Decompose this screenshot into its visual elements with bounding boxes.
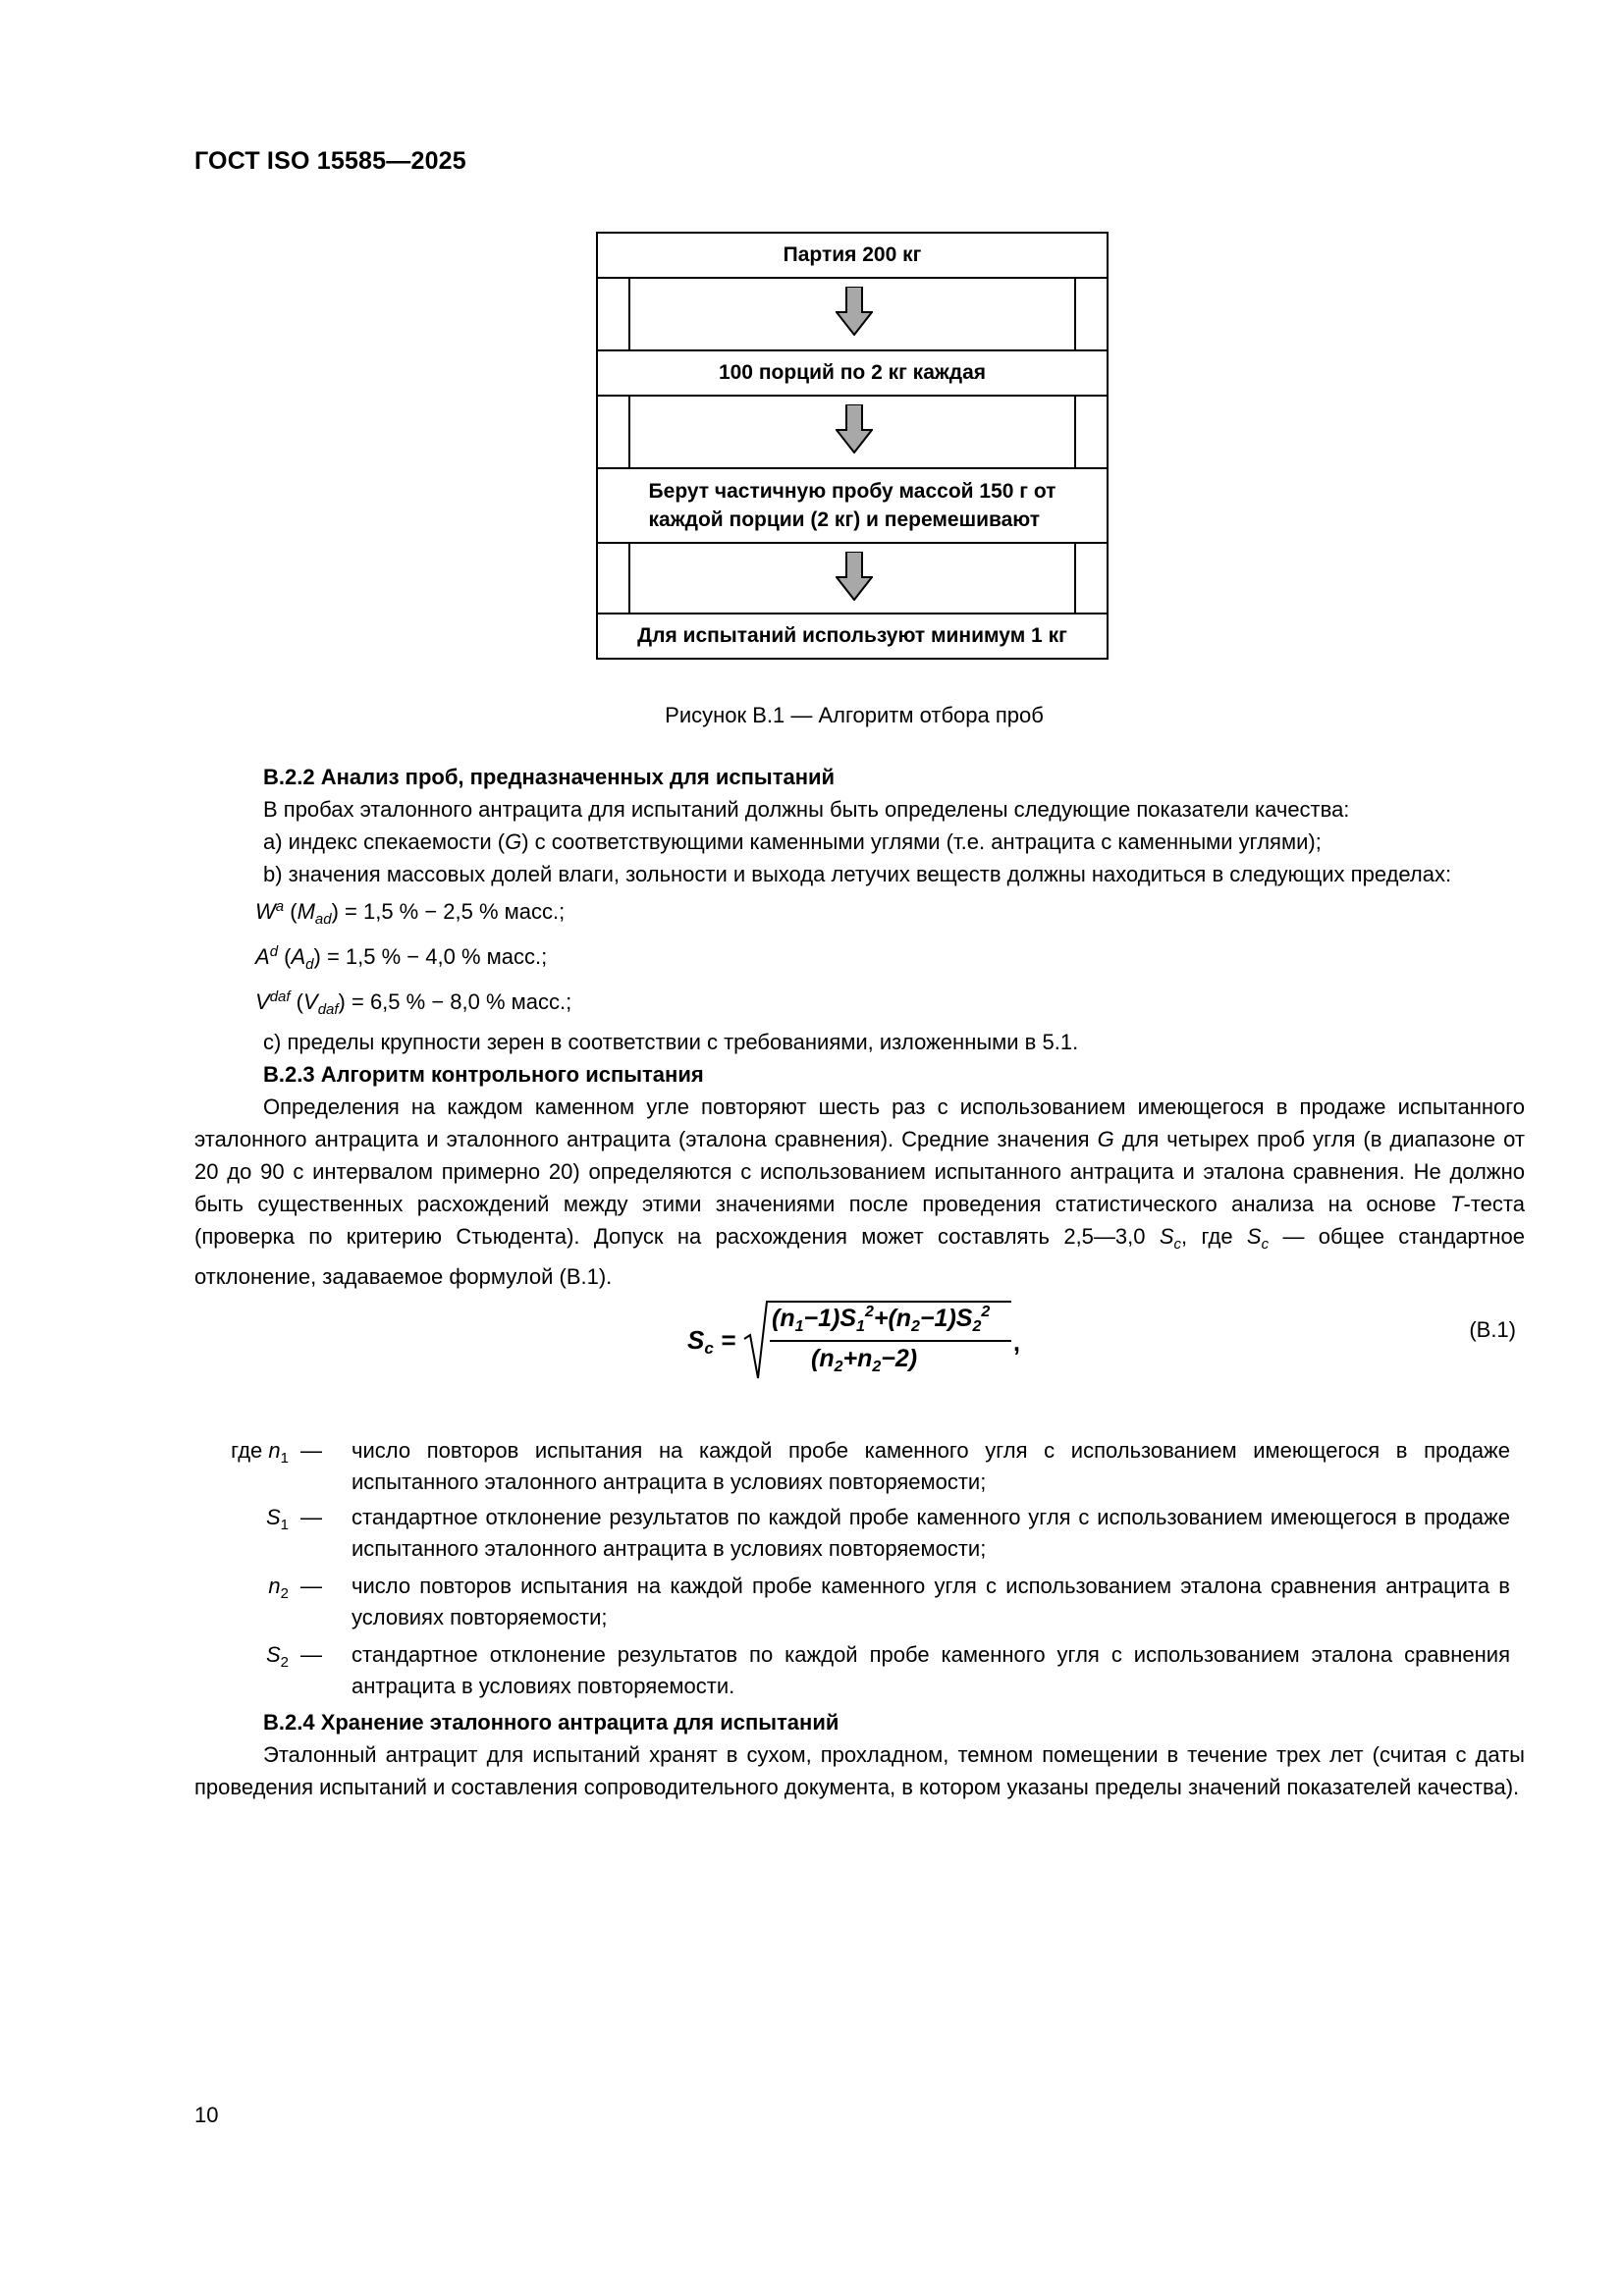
flowchart-step-3-line-2: каждой порции (2 кг) и перемешивают [648,508,1040,531]
list-item-b: b) значения массовых долей влаги, зольности и выхода летучих веществ должны находиться в следующих пределах: [263,862,1452,886]
formula-line-volatile: $V^{daf}$ $(V_{daf}) = 6,5$ % − 8,0 % масс.; [255,988,572,1018]
section-b24 [194,1706,1525,1803]
where-description: число повторов испытания на каждой пробе каменного угля с использованием эталона сравнения антрацита в условиях повторяемости; [352,1574,1510,1629]
where-description: число повторов испытания на каждой пробе каменного угля с использованием имеющегося в продаже испытанного эталонного антрацита в условиях повторяемости; [352,1438,1510,1494]
down-arrow-icon [836,404,873,454]
formula-line-moisture: $W^a$ $(M_{ad}) = 1,5$ % − 2,5 % масс.; [255,898,566,928]
paragraph: Определения на каждом каменном угле повторяют шесть раз с использованием имеющегося в продаже испытанного эталонного антрацита и эталонного антрацита (эталона сравнения). Средние значения G для четырех проб угля (в диапазоне от 20 до 90 с интервалом примерно 20) определяются с использованием испытанного антрацита и эталона сравнения. Не должно быть существенных расхождений между этими значениями после проведения статистического анализа на основе T-теста (проверка по критерию Стьюдента). Допуск на расхождения может составлять 2,5—3,0 $S_c$, где $S_c$ — общее стандартное отклонение, задаваемое формулой (В.1). [194,1095,1525,1289]
page-number: 10 [194,2103,219,2127]
list-item-a: a) индекс спекаемости (G) с соответствующими каменными углями (т.е. антрацита с каменными углями); [263,829,1322,854]
where-row-n2: $n_2$ — число повторов испытания на каждой пробе каменного угля с использованием эталона сравнения антрацита в условиях повторяемости; [194,1571,1510,1633]
flowchart-step-4 [596,613,1109,660]
section-heading: В.2.2 Анализ проб, предназначенных для испытаний [263,765,836,789]
section-b22 [194,761,1525,1293]
where-symbol: $S_1$ [265,1505,289,1533]
where-description: стандартное отклонение результатов по каждой пробе каменного угля с использованием имеющегося в продаже испытанного эталонного антрацита в условиях повторяемости; [352,1505,1510,1561]
formula-line-ash: $A^d$ $(A_d) = 1,5$ % − 4,0 % масс.; [255,943,548,973]
flowchart-step-1 [596,232,1109,279]
section-heading: В.2.4 Хранение эталонного антрацита для испытаний [263,1710,839,1735]
where-row-s2: $S_2$ — стандартное отклонение результатов по каждой пробе каменного угля с использованием эталона сравнения антрацита в условиях повторяемости. [194,1639,1510,1702]
flowchart-connector-1 [596,277,1109,349]
down-arrow-icon [836,287,873,336]
paragraph: В пробах эталонного антрацита для испытаний должны быть определены следующие показатели качества: [263,797,1350,822]
where-symbol: где $n_1$ [231,1438,289,1467]
where-symbol: $S_2$ [265,1642,289,1671]
where-row-n1: где $n_1$ — число повторов испытания на каждой пробе каменного угля с использованием имеющегося в продаже испытанного эталонного антрацита в условиях повторяемости; [194,1435,1510,1498]
where-symbol: $n_2$ [268,1574,289,1602]
flowchart-step-1-label: Партия 200 кг [783,243,922,266]
paragraph: Эталонный антрацит для испытаний хранят в сухом, прохладном, темном помещении в течение трех лет (считая с даты проведения испытаний и составления сопроводительного документа, в котором указаны пределы значений показателей качества). [194,1742,1525,1799]
flowchart-step-3 [596,467,1109,544]
flowchart-connector-2 [596,395,1109,467]
list-item-c: c) пределы крупности зерен в соответствии с требованиями, изложенными в 5.1. [263,1030,1079,1054]
flowchart-step-2-label: 100 порций по 2 кг каждая [718,361,987,384]
flowchart-step-2 [596,349,1109,397]
formula-comma: , [1013,1329,1020,1357]
where-description: стандартное отклонение результатов по каждой пробе каменного угля с использованием эталона сравнения антрацита в условиях повторяемости. [352,1642,1510,1698]
section-heading: В.2.3 Алгоритм контрольного испытания [263,1062,704,1087]
down-arrow-icon [836,552,873,601]
where-row-s1: $S_1$ — стандартное отклонение результатов по каждой пробе каменного угля с использованием имеющегося в продаже испытанного эталонного антрацита в условиях повторяемости; [194,1502,1510,1565]
flowchart-step-4-label: Для испытаний используют минимум 1 кг [637,624,1067,647]
formula-b1 [687,1284,1021,1387]
formula-lhs: $S_c$ = [687,1325,736,1358]
sampling-flowchart [596,232,1109,659]
formula-number: (В.1) [1469,1317,1516,1342]
flowchart-connector-3 [596,542,1109,613]
figure-caption: Рисунок В.1 — Алгоритм отбора проб [665,703,1044,727]
formula-denominator: $(n_2+n_2-2)$ [811,1345,918,1375]
flowchart-step-3-line-1: Берут частичную пробу массой 150 г от [648,480,1056,503]
formula-numerator: $(n_1-1)S_1^2+(n_2-1)S_2^2$ [772,1304,991,1335]
document-header: ГОСТ ISO 15585—2025 [194,147,466,175]
